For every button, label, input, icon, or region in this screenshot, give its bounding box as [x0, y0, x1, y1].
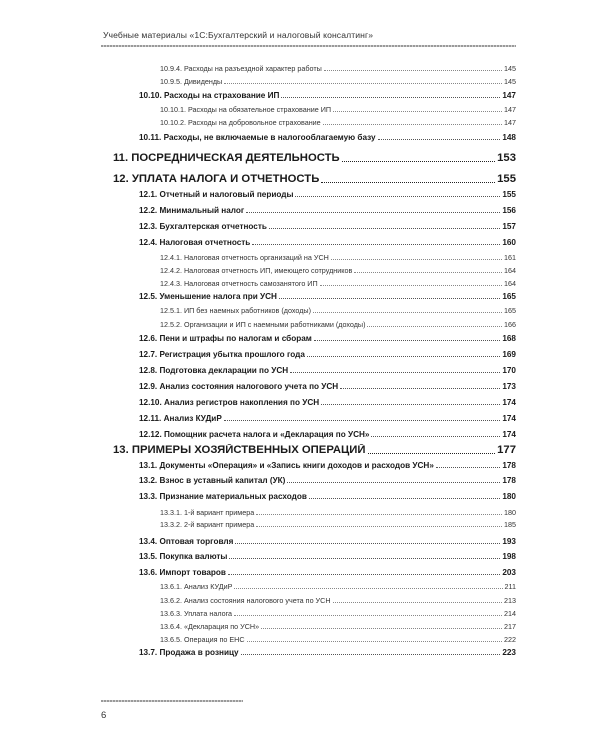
toc-entry-page: 170 [502, 366, 516, 375]
dot-leader [354, 271, 502, 273]
toc-entry-title: 12.4.1. Налоговая отчетность организаций на УСН [160, 253, 329, 262]
toc-entry-page: 180 [504, 508, 516, 517]
toc-entry-page: 174 [502, 430, 516, 439]
toc-entry-level-2 [139, 398, 516, 407]
toc-entry-title: 13.4. Оптовая торговля [139, 537, 234, 546]
toc-entry-page: 160 [502, 238, 516, 247]
toc-entry-page: 174 [502, 414, 516, 423]
toc-entry-title: 10.9.4. Расходы на разъездной характер работы [160, 64, 322, 73]
dot-leader [333, 110, 502, 112]
toc-entry-level-2 [139, 190, 516, 199]
toc-entry-title: 13.6. Импорт товаров [139, 568, 226, 577]
dot-leader [368, 452, 496, 454]
toc-entry-level-3 [160, 582, 516, 591]
toc-entry-title: 13.2. Взнос в уставный капитал (УК) [139, 476, 286, 485]
dot-leader [247, 640, 502, 642]
dot-leader [309, 497, 500, 499]
toc-entry-level-3 [160, 508, 516, 517]
toc-entry-page: 214 [504, 609, 516, 618]
toc-entry-title: 12.4. Налоговая отчетность [139, 238, 251, 247]
toc-entry-title: 12.6. Пени и штрафы по налогам и сборам [139, 334, 312, 343]
toc-entry-level-2 [139, 334, 516, 343]
toc-entry-title: 12.12. Помощник расчета налога и «Декларация по УСН» [139, 430, 370, 439]
toc-entry-page: 185 [504, 520, 516, 529]
toc-entry-level-2 [139, 568, 516, 577]
toc-entry-title: 12.10. Анализ регистров накопления по УСН [139, 398, 320, 407]
page-number: 6 [101, 710, 107, 721]
toc-entry-page: 203 [502, 568, 516, 577]
toc-entry-page: 156 [502, 206, 516, 215]
toc-entry-level-2 [139, 366, 516, 375]
toc-entry-title: 13.6.2. Анализ состояния налогового учета по УСН [160, 596, 331, 605]
toc-entry-level-2 [139, 461, 516, 470]
dot-leader [229, 557, 500, 559]
toc-entry-title: 13.3.2. 2-й вариант примера [160, 520, 255, 529]
toc-entry-page: 155 [502, 190, 516, 199]
dot-leader [367, 325, 502, 327]
toc-entry-page: 153 [497, 152, 516, 164]
toc-entry-page: 178 [502, 461, 516, 470]
dot-leader [234, 587, 502, 589]
toc-entry-page: 173 [502, 382, 516, 391]
toc-entry-title: 12.1. Отчетный и налоговый периоды [139, 190, 294, 199]
dot-leader [321, 403, 500, 405]
dot-leader [224, 419, 501, 421]
dot-leader [241, 653, 501, 655]
toc-entry-page: 145 [504, 64, 516, 73]
toc-entry-title: 13.1. Документы «Операция» и «Запись книги доходов и расходов УСН» [139, 461, 434, 470]
toc-entry-level-2 [139, 414, 516, 423]
dot-leader [333, 601, 502, 603]
dot-leader [224, 82, 502, 84]
toc-entry-title: 11. ПОСРЕДНИЧЕСКАЯ ДЕЯТЕЛЬНОСТЬ [113, 152, 340, 164]
dot-leader [234, 614, 502, 616]
toc-entry-level-2 [139, 222, 516, 231]
toc-entry-page: 169 [502, 350, 516, 359]
toc-entry-level-2 [139, 91, 516, 100]
dot-leader [331, 258, 502, 260]
dot-leader [371, 435, 500, 437]
dot-leader [261, 627, 502, 629]
toc-entry-title: 12.8. Подготовка декларации по УСН [139, 366, 289, 375]
toc-entry-page: 193 [502, 537, 516, 546]
dot-leader [321, 181, 495, 183]
dot-leader [287, 481, 500, 483]
toc-entry-level-3 [160, 609, 516, 618]
toc-entry-page: 166 [504, 320, 516, 329]
toc-entry-page: 222 [504, 635, 516, 644]
toc-entry-level-3 [160, 64, 516, 73]
toc-entry-page: 174 [502, 398, 516, 407]
toc-entry-page: 213 [504, 596, 516, 605]
toc-entry-page: 217 [504, 622, 516, 631]
toc-entry-level-2 [139, 238, 516, 247]
dot-leader [235, 542, 500, 544]
dot-leader [307, 355, 500, 357]
toc-entry-page: 198 [502, 552, 516, 561]
toc-entry-level-2 [139, 382, 516, 391]
toc-entry-title: 13.3.1. 1-й вариант примера [160, 508, 255, 517]
toc-entry-title: 13.3. Признание материальных расходов [139, 492, 307, 501]
toc-entry-page: 157 [502, 222, 516, 231]
toc-entry-page: 178 [502, 476, 516, 485]
toc-entry-page: 211 [504, 582, 516, 591]
toc-entry-title: 13.6.1. Анализ КУДиР [160, 582, 233, 591]
toc-entry-level-3 [160, 596, 516, 605]
toc-entry-title: 13.5. Покупка валюты [139, 552, 228, 561]
toc-entry-level-3 [160, 320, 516, 329]
running-header: Учебные материалы «1С:Бухгалтерский и налоговый консалтинг» [103, 30, 374, 40]
toc-entry-page: 155 [497, 173, 516, 185]
toc-entry-level-1 [113, 444, 516, 456]
dot-leader [320, 284, 502, 286]
toc-entry-title: 12.11. Анализ КУДиР [139, 414, 222, 423]
toc-entry-page: 161 [504, 253, 516, 262]
toc-entry-page: 177 [497, 444, 516, 456]
dot-leader [269, 227, 500, 229]
dot-leader [279, 297, 500, 299]
toc-entry-level-1 [113, 152, 516, 164]
dot-leader [246, 211, 500, 213]
toc-entry-title: 10.11. Расходы, не включаемые в налогооблагаемую базу [139, 133, 376, 142]
dot-leader [378, 138, 501, 140]
toc-entry-level-2 [139, 292, 516, 301]
toc-entry-title: 12.4.3. Налоговая отчетность самозанятого ИП [160, 279, 318, 288]
toc-entry-level-2 [139, 648, 516, 657]
dot-leader [281, 96, 500, 98]
toc-entry-title: 12.2. Минимальный налог [139, 206, 245, 215]
toc-entry-title: 12.4.2. Налоговая отчетность ИП, имеющего сотрудников [160, 266, 353, 275]
toc-entry-title: 12.5.1. ИП без наемных работников (доходы) [160, 306, 311, 315]
dot-leader [313, 311, 502, 313]
toc-entry-page: 164 [504, 279, 516, 288]
toc-entry-title: 13.6.3. Уплата налога [160, 609, 233, 618]
toc-entry-page: 145 [504, 77, 516, 86]
toc-entry-level-2 [139, 133, 516, 142]
toc-entry-level-3 [160, 279, 516, 288]
dot-leader [290, 371, 500, 373]
toc-entry-title: 10.10. Расходы на страхование ИП [139, 91, 280, 100]
toc-entry-page: 147 [502, 91, 516, 100]
toc-entry-page: 148 [502, 133, 516, 142]
toc-entry-title: 12.9. Анализ состояния налогового учета по УСН [139, 382, 339, 391]
toc-entry-page: 168 [502, 334, 516, 343]
footer-rule [101, 700, 243, 702]
dot-leader [256, 513, 502, 515]
toc-entry-level-3 [160, 306, 516, 315]
toc-entry-page: 180 [502, 492, 516, 501]
toc-entry-level-2 [139, 430, 516, 439]
toc-entry-page: 165 [502, 292, 516, 301]
toc-entry-level-1 [113, 173, 516, 185]
toc-entry-page: 165 [504, 306, 516, 315]
dot-leader [323, 123, 502, 125]
toc-entry-level-3 [160, 622, 516, 631]
toc-entry-level-3 [160, 253, 516, 262]
toc-entry-level-3 [160, 77, 516, 86]
dot-leader [342, 160, 495, 162]
toc-entry-level-3 [160, 105, 516, 114]
toc-entry-title: 10.10.2. Расходы на добровольное страхование [160, 118, 321, 127]
dot-leader [295, 195, 500, 197]
toc-entry-level-3 [160, 118, 516, 127]
toc-entry-level-2 [139, 552, 516, 561]
dot-leader [324, 69, 502, 71]
dot-leader [340, 387, 500, 389]
toc-entry-title: 13.7. Продажа в розницу [139, 648, 239, 657]
toc-entry-page: 223 [502, 648, 516, 657]
toc-entry-level-2 [139, 537, 516, 546]
toc-entry-level-2 [139, 350, 516, 359]
toc-entry-title: 12.3. Бухгалтерская отчетность [139, 222, 267, 231]
toc-entry-title: 10.10.1. Расходы на обязательное страхование ИП [160, 105, 332, 114]
toc-entry-page: 147 [504, 118, 516, 127]
toc-entry-level-2 [139, 206, 516, 215]
toc-entry-title: 13. ПРИМЕРЫ ХОЗЯЙСТВЕННЫХ ОПЕРАЦИЙ [113, 444, 366, 456]
toc-entry-level-2 [139, 492, 516, 501]
toc-entry-title: 13.6.5. Операция по ЕНС [160, 635, 245, 644]
toc-entry-title: 12.5.2. Организации и ИП с наемными работниками (доходы) [160, 320, 366, 329]
toc-entry-title: 12. УПЛАТА НАЛОГА И ОТЧЕТНОСТЬ [113, 173, 320, 185]
toc-entry-title: 13.6.4. «Декларация по УСН» [160, 622, 260, 631]
toc-entry-level-3 [160, 635, 516, 644]
dot-leader [436, 466, 500, 468]
toc-entry-title: 12.5. Уменьшение налога при УСН [139, 292, 277, 301]
toc-entry-title: 12.7. Регистрация убытка прошлого года [139, 350, 305, 359]
dot-leader [252, 243, 500, 245]
toc-entry-level-3 [160, 520, 516, 529]
toc-entry-page: 164 [504, 266, 516, 275]
dot-leader [228, 573, 500, 575]
toc-entry-level-3 [160, 266, 516, 275]
dot-leader [256, 525, 502, 527]
toc-entry-title: 10.9.5. Дивиденды [160, 77, 223, 86]
dot-leader [314, 339, 500, 341]
toc-entry-level-2 [139, 476, 516, 485]
toc-entry-page: 147 [504, 105, 516, 114]
